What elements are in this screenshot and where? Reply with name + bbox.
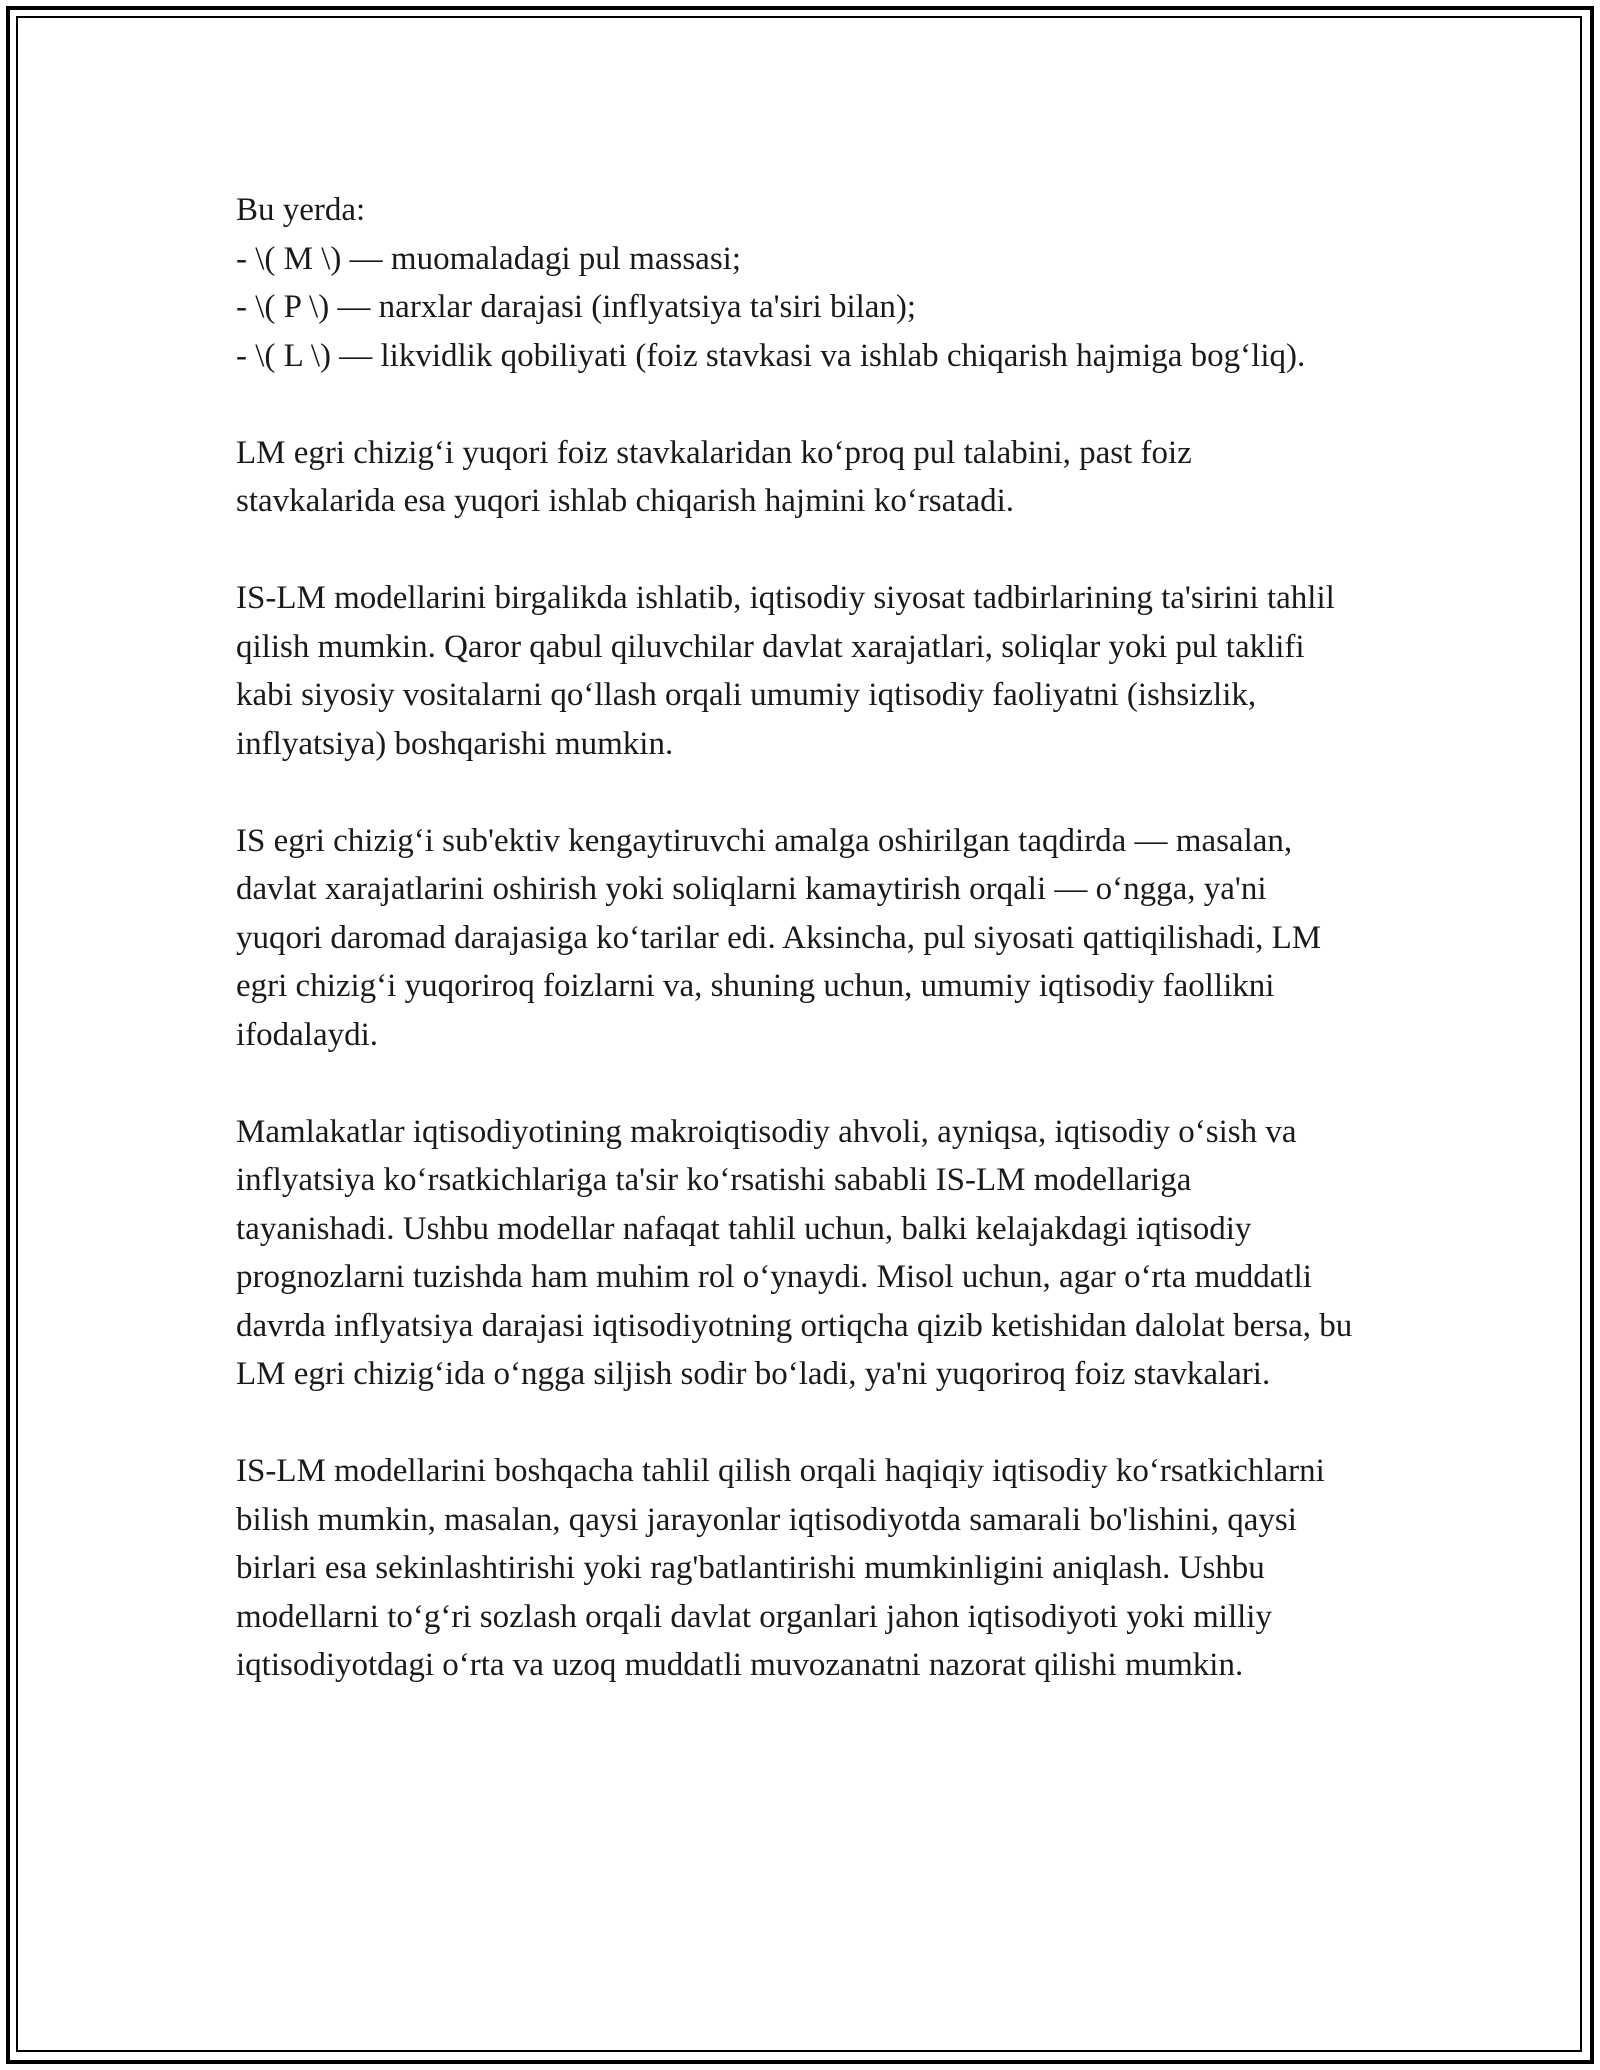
document-body	[236, 186, 1356, 1738]
definition-item-p: - \( P \) — narxlar darajasi (inflyatsiya ta'siri bilan);	[236, 289, 917, 325]
definition-heading: Bu yerda:	[236, 192, 366, 228]
paragraph-macroeconomic-reliance: Mamlakatlar iqtisodiyotining makroiqtisodiy ahvoli, ayniqsa, iqtisodiy o‘sish va inflyatsiya ko‘rsatkichlariga ta'sir ko‘rsatishi sababli IS-LM modellariga tayanishadi. Ushbu modellar nafaqat tahlil uchun, balki kelajakdagi iqtisodiy prognozlarni tuzishda ham muhim rol o‘ynaydi. Misol uchun, agar o‘rta muddatli davrda inflyatsiya darajasi iqtisodiyotning ortiqcha qizib ketishidan dalolat bersa, bu LM egri chizig‘ida o‘ngga siljish sodir bo‘ladi, ya'ni yuqoriroq foiz stavkalari.	[236, 1113, 1353, 1392]
paragraph-alternative-analysis: IS-LM modellarini boshqacha tahlil qilish orqali haqiqiy iqtisodiy ko‘rsatkichlarni bilish mumkin, masalan, qaysi jarayonlar iqtisodiyotda samarali bo'lishini, qaysi birlari esa sekinlashtirishi yoki rag'batlantirishi mumkinligini aniqlash. Ushbu modellarni to‘g‘ri sozlash orqali davlat organlari jahon iqtisodiyoti yoki milliy iqtisodiyotdagi o‘rta va uzoq muddatli muvozanatni nazorat qilishi mumkin.	[236, 1453, 1325, 1683]
paragraph-is-curve-shift: IS egri chizig‘i sub'ektiv kengaytiruvchi amalga oshirilgan taqdirda — masalan, davlat xarajatlarini oshirish yoki soliqlarni kamaytirish orqali — o‘ngga, ya'ni yuqori daromad darajasiga ko‘tarilar edi. Aksincha, pul siyosati qattiqilishadi, LM egri chizig‘i yuqoriroq foizlarni va, shuning uchun, umumiy iqtisodiy faollikni ifodalaydi.	[236, 822, 1322, 1053]
variables-definition-block	[236, 186, 1356, 380]
definition-item-l: - \( L \) — likvidlik qobiliyati (foiz stavkasi va ishlab chiqarish hajmiga bog‘liq).	[236, 337, 1306, 374]
paragraph-is-lm-policy: IS-LM modellarini birgalikda ishlatib, iqtisodiy siyosat tadbirlarining ta'sirini tahlil qilish mumkin. Qaror qabul qiluvchilar davlat xarajatlari, soliqlar yoki pul taklifi kabi siyosiy vositalarni qo‘llash orqali umumiy iqtisodiy faoliyatni (ishsizlik, inflyatsiya) boshqarishi mumkin.	[236, 580, 1335, 762]
paragraph-lm-curve: LM egri chizig‘i yuqori foiz stavkalaridan ko‘proq pul talabini, past foiz stavkalarida esa yuqori ishlab chiqarish hajmini ko‘rsatadi.	[236, 434, 1192, 519]
definition-item-m: - \( M \) — muomaladagi pul massasi;	[236, 240, 742, 277]
